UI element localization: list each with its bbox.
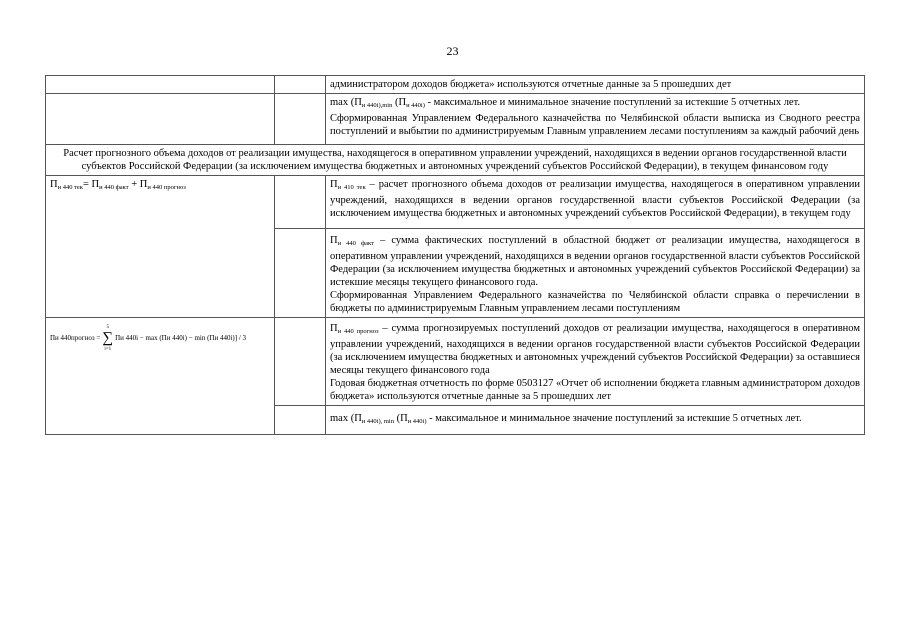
description-cell [326, 94, 865, 145]
document-table [45, 75, 865, 435]
variable-definition: $П_{и 410 тек}$ – расчет прогнозного объема доходов от реализации имущества, находящегося в оперативном управлении учреждений, находящихся в ведении органов государственной власти субъектов Российской Федерации (за исключением имущества бюджетных и автономных учреждений субъектов Российской Федерации), в текущем году [330, 179, 860, 219]
table-row [46, 318, 865, 406]
source-text: Сформированная Управлением Федерального казначейства по Челябинской области справка о перечислении в бюджеты по администрируемым Главным управлением лесами поступлениям [330, 290, 860, 314]
description-cell [326, 176, 865, 229]
formula-forecast: Пи 440прогноз = 5 ∑ i=1 Пи 440i − max (Пи 440i) − min (Пи 440i)] / 3 [50, 325, 247, 352]
formula-cell [46, 176, 275, 318]
formula-total: $П_{и 440 тек}= П_{и 440 факт} + П_{и 440 прогноз}$ [50, 179, 186, 191]
formula-cell [46, 76, 275, 94]
variable-definition: $П_{и 440 факт}$ – сумма фактических поступлений в областной бюджет от реализации имущества, находящегося в оперативном управлении учреждений, находящихся в ведении органов государственной власти субъектов Российской Федерации (за исключением имущества бюджетных и автономных учреждений субъектов Российской Федерации) за истекшие месяцы текущего финансового года. [330, 235, 860, 288]
page-number: 23 [446, 44, 459, 58]
empty-cell [275, 229, 326, 318]
empty-cell [275, 76, 326, 94]
description-cell [326, 406, 865, 435]
empty-cell [275, 94, 326, 145]
table-row [46, 176, 865, 229]
description-cell [326, 76, 865, 94]
source-text: Сформированная Управлением Федерального казначейства по Челябинской области выписка из Сводного реестра поступлений и выбытии по администрируемым Главным управлением лесами поступлениям за каждый рабочий день [330, 113, 860, 137]
description-cell [326, 318, 865, 406]
source-text: администратором доходов бюджета» используются отчетные данные за 5 прошедших дет [330, 79, 732, 90]
max-min-definition: $\max (П_{и 440i),min}$ ($П_{и 440i)}$ - максимальное и минимальное значение поступлений за истекшие 5 отчетных лет. [330, 97, 801, 109]
summation-icon: 5 ∑ i=1 [102, 325, 114, 352]
source-text: Годовая бюджетная отчетность по форме 0503127 «Отчет об исполнении бюджета главным администратором доходов бюджета» используются отчетные данные за 5 прошедших лет [330, 378, 860, 402]
description-cell [326, 229, 865, 318]
empty-cell [275, 318, 326, 406]
max-min-definition: $\max (П_{и 440i), min}$ ($П_{и 440i)}$ - максимальное и минимальное значение поступлений за истекшие 5 отчетных лет. [330, 413, 802, 425]
table-row [46, 94, 865, 145]
variable-definition: $П_{и 440 прогноз}$ – сумма прогнозируемых поступлений доходов от реализации имущества, находящегося в оперативном управлении учреждений, находящихся в ведении органов государственной власти субъектов Российской Федерации (за исключением имущества бюджетных и автономных учреждений субъектов Российской Федерации) за оставшиеся месяцы текущего финансового года [330, 323, 860, 376]
table-row [46, 145, 865, 176]
table-row [46, 76, 865, 94]
formula-cell [46, 318, 275, 435]
empty-cell [275, 406, 326, 435]
formula-cell [46, 94, 275, 145]
empty-cell [275, 176, 326, 229]
section-heading: Расчет прогнозного объема доходов от реализации имущества, находящегося в оперативном управлении учреждений, находящихся в ведении органов государственной власти субъектов Российской Федерации (за исключением имущества бюджетных и автономных учреждений субъектов Российской Федерации), в текущем финансовом году [46, 145, 865, 176]
